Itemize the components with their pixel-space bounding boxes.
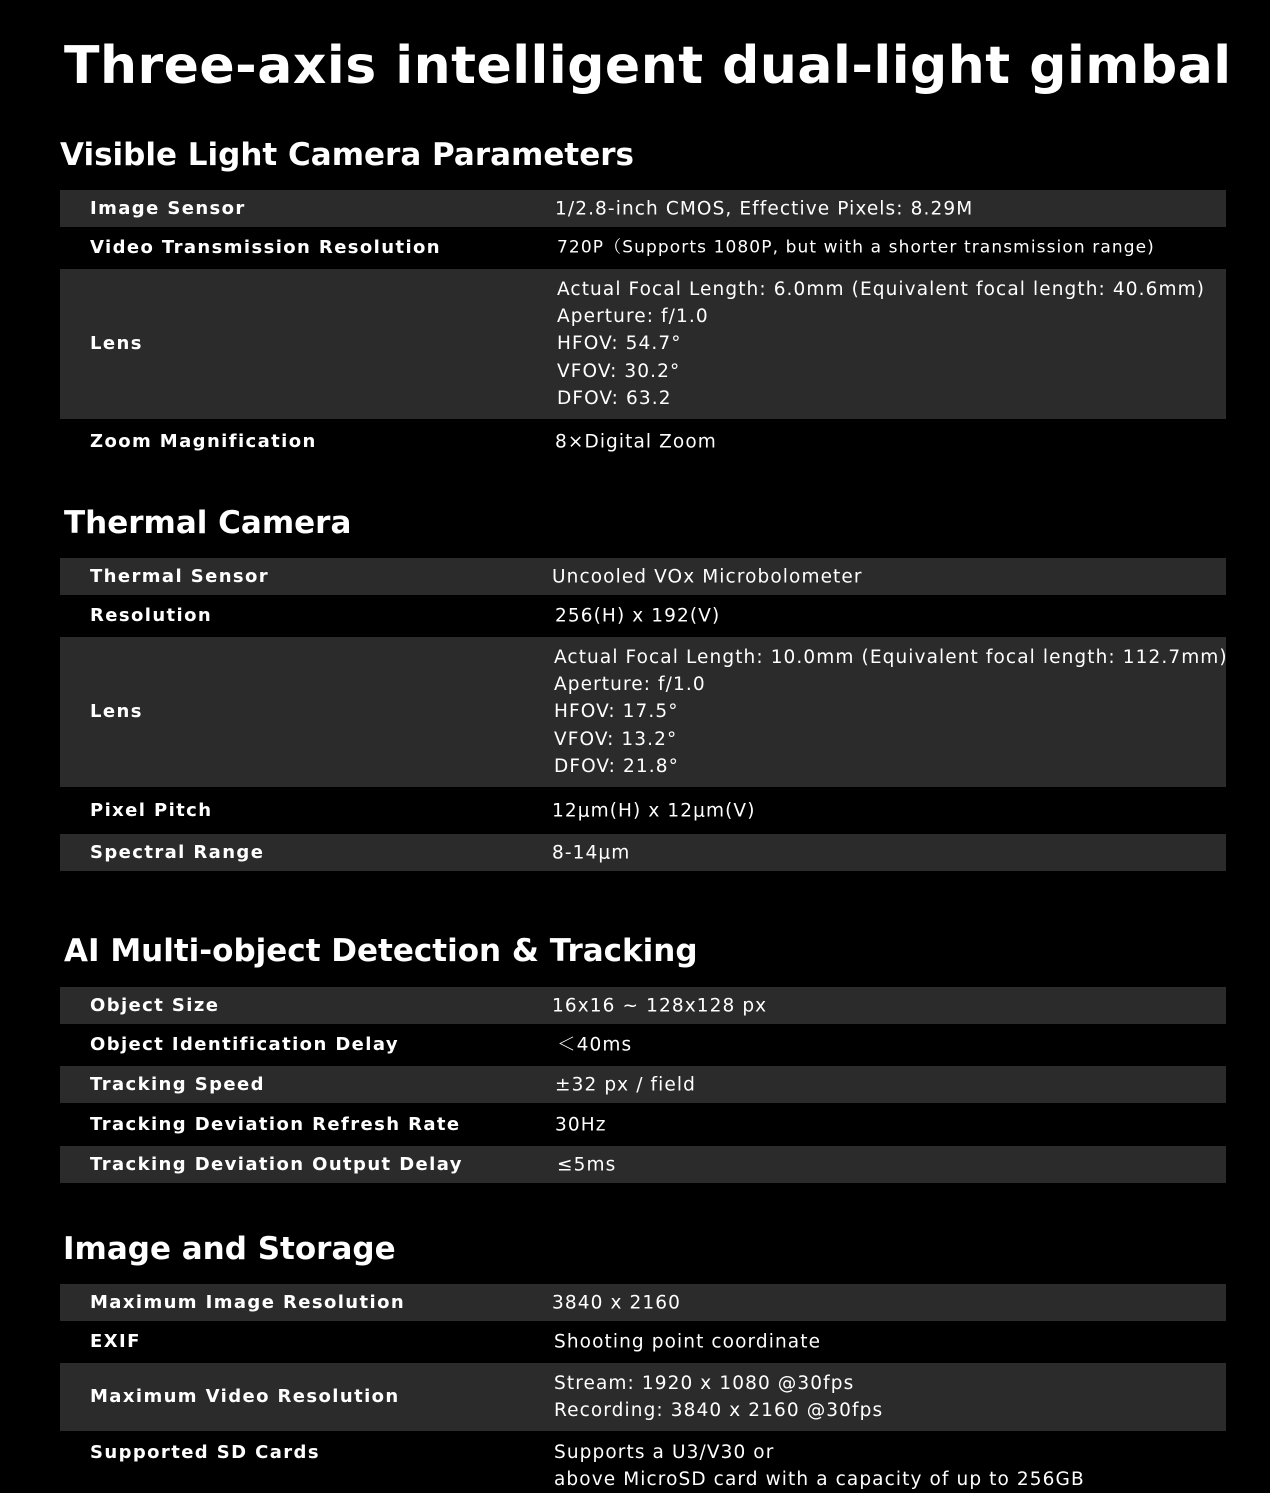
spec-value: Supports a U3/V30 or above MicroSD card with a capacity of up to 256GB [554, 1441, 1085, 1490]
spec-label: Pixel Pitch [90, 799, 213, 821]
spec-label: Video Transmission Resolution [90, 237, 442, 258]
spec-row-video-transmission-resolution [60, 227, 1226, 269]
spec-label: Maximum Image Resolution [90, 1291, 406, 1313]
spec-row-tracking-speed [60, 1066, 1226, 1103]
spec-value: ＜40ms [557, 1034, 633, 1056]
spec-row-pixel-pitch [60, 787, 1226, 834]
spec-value: Shooting point coordinate [554, 1331, 822, 1353]
spec-label: Lens [90, 701, 143, 722]
spec-label: Resolution [90, 605, 213, 626]
spec-row-supported-sd-cards [60, 1431, 1226, 1491]
spec-value: Uncooled VOx Microbolometer [552, 565, 863, 587]
section-title-visible-light: Visible Light Camera Parameters [60, 137, 634, 173]
spec-value: 16x16 ~ 128x128 px [552, 994, 768, 1016]
spec-row-exif [60, 1321, 1226, 1363]
spec-label: Tracking Deviation Output Delay [90, 1153, 463, 1175]
spec-value: 30Hz [555, 1113, 607, 1135]
spec-row-resolution [60, 595, 1226, 637]
spec-value: ±32 px / field [555, 1073, 696, 1095]
section-title-ai-detection: AI Multi-object Detection & Tracking [64, 933, 698, 969]
spec-value: 1/2.8-inch CMOS, Effective Pixels: 8.29M [555, 197, 974, 219]
spec-row-tracking-deviation-refresh-rate [60, 1103, 1226, 1146]
spec-value: 8-14μm [552, 841, 631, 863]
spec-label: EXIF [90, 1331, 141, 1352]
spec-row-maximum-video-resolution [60, 1363, 1226, 1431]
spec-label: Thermal Sensor [90, 565, 270, 587]
spec-row-spectral-range [60, 834, 1226, 871]
spec-row-image-sensor [60, 190, 1226, 227]
spec-label: Object Identification Delay [90, 1034, 399, 1055]
spec-row-object-size [60, 987, 1226, 1024]
spec-value: 720P（Supports 1080P, but with a shorter transmission range) [557, 237, 1155, 258]
spec-row-maximum-image-resolution [60, 1284, 1226, 1321]
spec-value: 12μm(H) x 12μm(V) [552, 799, 756, 821]
spec-row-lens [60, 637, 1226, 787]
spec-value: Stream: 1920 x 1080 @30fps Recording: 3840 x 2160 @30fps [554, 1372, 884, 1421]
spec-label: Maximum Video Resolution [90, 1386, 400, 1407]
spec-value: 256(H) x 192(V) [555, 605, 721, 627]
spec-label: Supported SD Cards [90, 1442, 320, 1463]
spec-value: Actual Focal Length: 10.0mm (Equivalent focal length: 112.7mm) Aperture: f/1.0 HFOV: 17.5° VFOV: 13.2° DFOV: 21.8° [554, 646, 1228, 777]
spec-row-thermal-sensor [60, 558, 1226, 595]
spec-value: 8×Digital Zoom [555, 431, 717, 453]
spec-row-lens [60, 269, 1226, 419]
spec-value: ≤5ms [557, 1153, 617, 1175]
spec-label: Zoom Magnification [90, 431, 317, 452]
spec-label: Spectral Range [90, 841, 265, 863]
spec-value: 3840 x 2160 [552, 1291, 681, 1313]
spec-row-zoom-magnification [60, 419, 1226, 465]
spec-label: Tracking Deviation Refresh Rate [90, 1113, 461, 1135]
spec-label: Tracking Speed [90, 1073, 265, 1095]
spec-label: Object Size [90, 994, 220, 1016]
spec-label: Image Sensor [90, 197, 246, 219]
spec-row-tracking-deviation-output-delay [60, 1146, 1226, 1183]
section-title-image-storage: Image and Storage [63, 1231, 396, 1267]
spec-value: Actual Focal Length: 6.0mm (Equivalent focal length: 40.6mm) Aperture: f/1.0 HFOV: 54.7° VFOV: 30.2° DFOV: 63.2 [557, 278, 1206, 409]
page-title: Three-axis intelligent dual-light gimbal [64, 36, 1232, 96]
section-title-thermal-camera: Thermal Camera [64, 505, 352, 541]
spec-label: Lens [90, 333, 143, 354]
spec-row-object-identification-delay [60, 1024, 1226, 1066]
